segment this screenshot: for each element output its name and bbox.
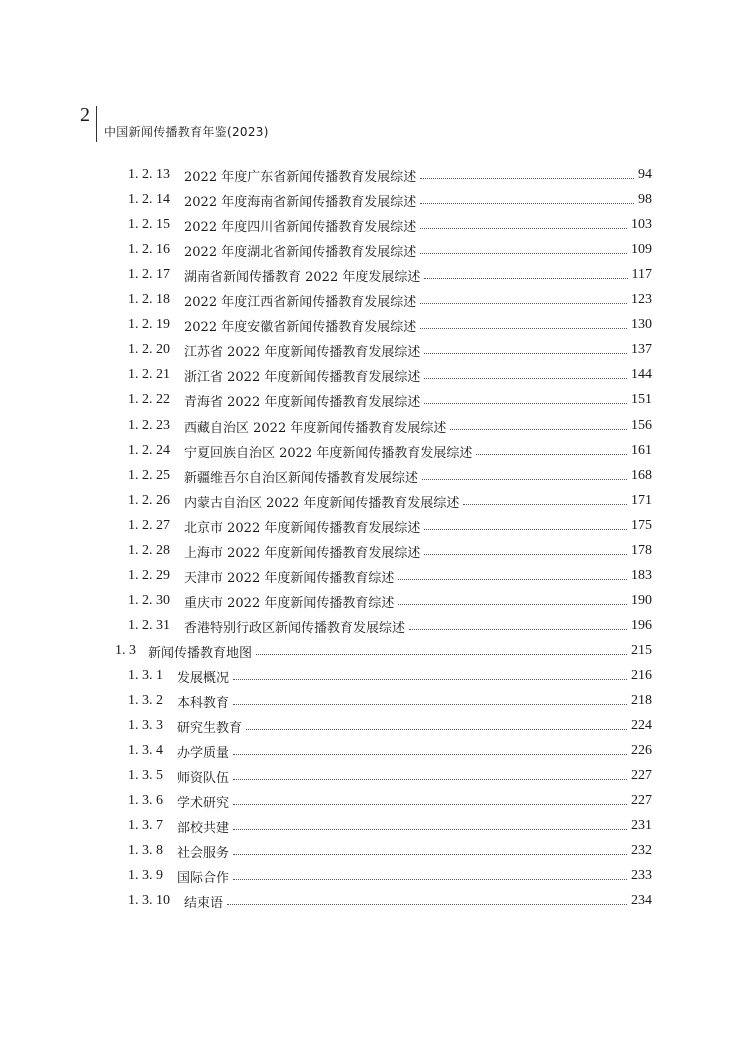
toc-entry-page: 168: [631, 468, 652, 483]
dot-leader: [233, 829, 627, 830]
toc-entry[interactable]: [128, 614, 652, 638]
dot-leader: [424, 554, 627, 555]
dot-leader: [420, 303, 627, 304]
toc-entry-page: 216: [631, 668, 652, 683]
toc-entry-title: 湖南省新闻传播教育 2022 年度发展综述: [184, 269, 421, 285]
toc-entry-title: 部校共建: [177, 820, 230, 836]
toc-entry[interactable]: [128, 464, 652, 488]
toc-entry-number: 1. 3. 1: [128, 668, 163, 683]
toc-entry-title: 重庆市 2022 年度新闻传播教育综述: [184, 595, 395, 611]
dot-leader: [463, 504, 627, 505]
toc-entry-number: 1. 2. 30: [128, 593, 170, 608]
dot-leader: [233, 879, 627, 880]
toc-entry-number: 1. 2. 25: [128, 468, 170, 483]
toc-entry-page: 227: [631, 768, 652, 783]
toc-entry-title: 本科教育: [177, 695, 230, 711]
dot-leader: [420, 203, 634, 204]
dot-leader: [424, 378, 627, 379]
toc-entry-title: 北京市 2022 年度新闻传播教育发展综述: [184, 520, 421, 536]
dot-leader: [420, 228, 627, 229]
toc-entry-title: 宁夏回族自治区 2022 年度新闻传播教育发展综述: [184, 445, 473, 461]
toc-entry-number: 1. 3. 8: [128, 843, 163, 858]
dot-leader: [420, 253, 627, 254]
toc-entry-page: 130: [631, 317, 652, 332]
toc-entry-number: 1. 2. 31: [128, 618, 170, 633]
toc-entry-title: 结束语: [184, 895, 224, 911]
toc-entry[interactable]: [128, 864, 652, 888]
toc-entry-page: 178: [631, 543, 652, 558]
toc-entry-number: 1. 2. 14: [128, 192, 170, 207]
toc-entry-page: 175: [631, 518, 652, 533]
toc-entry-title: 社会服务: [177, 845, 230, 861]
dot-leader: [424, 529, 627, 530]
toc-entry-title: 国际合作: [177, 870, 230, 886]
toc-entry-page: 233: [631, 868, 652, 883]
toc-entry-page: 190: [631, 593, 652, 608]
toc-entry[interactable]: [128, 188, 652, 212]
toc-entry-number: 1. 2. 22: [128, 392, 170, 407]
toc-entry-title: 青海省 2022 年度新闻传播教育发展综述: [184, 394, 421, 410]
toc-entry-page: 234: [631, 893, 652, 908]
toc-entry-page: 156: [631, 418, 652, 433]
toc-entry[interactable]: [128, 539, 652, 563]
toc-entry[interactable]: [128, 414, 652, 438]
toc-entry[interactable]: [128, 714, 652, 738]
dot-leader: [476, 454, 627, 455]
dot-leader: [233, 754, 627, 755]
toc-entry-title: 师资队伍: [177, 770, 230, 786]
toc-entry-page: 103: [631, 217, 652, 232]
toc-entry-page: 151: [631, 392, 652, 407]
toc-entry[interactable]: [128, 363, 652, 387]
toc-entry[interactable]: [128, 163, 652, 187]
toc-entry-number: 1. 3. 9: [128, 868, 163, 883]
toc-entry[interactable]: [128, 313, 652, 337]
toc-entry-title: 2022 年度广东省新闻传播教育发展综述: [184, 169, 417, 185]
toc-entry[interactable]: [128, 439, 652, 463]
toc-entry-number: 1. 2. 28: [128, 543, 170, 558]
toc-entry-page: 109: [631, 242, 652, 257]
toc-entry-page: 196: [631, 618, 652, 633]
dot-leader: [398, 604, 627, 605]
toc-entry-page: 218: [631, 693, 652, 708]
toc-entry-page: 137: [631, 342, 652, 357]
toc-entry[interactable]: [128, 814, 652, 838]
toc-entry-number: 1. 2. 18: [128, 292, 170, 307]
toc-entry-number: 1. 2. 21: [128, 367, 170, 382]
toc-entry-title: 2022 年度安徽省新闻传播教育发展综述: [184, 319, 417, 335]
dot-leader: [424, 403, 627, 404]
toc-entry-page: 98: [638, 192, 652, 207]
toc-entry-page: 231: [631, 818, 652, 833]
dot-leader: [246, 729, 627, 730]
toc-entry[interactable]: [128, 388, 652, 412]
toc-entry[interactable]: [128, 514, 652, 538]
dot-leader: [409, 629, 627, 630]
toc-entry-title: 新闻传播教育地图: [148, 645, 253, 661]
toc-entry[interactable]: [128, 689, 652, 713]
toc-entry-title: 办学质量: [177, 745, 230, 761]
toc-entry-page: 227: [631, 793, 652, 808]
dot-leader: [256, 654, 627, 655]
page-number: 2: [80, 104, 90, 126]
dot-leader: [233, 779, 627, 780]
toc-entry-page: 117: [631, 267, 652, 282]
toc-entry-number: 1. 2. 15: [128, 217, 170, 232]
toc-entry-page: 232: [631, 843, 652, 858]
toc-entry[interactable]: [128, 764, 652, 788]
toc-entry-number: 1. 2. 24: [128, 443, 170, 458]
toc-entry-title: 学术研究: [177, 795, 230, 811]
toc-entry-number: 1. 2. 17: [128, 267, 170, 282]
toc-entry-page: 215: [631, 643, 652, 658]
toc-entry-number: 1. 3. 3: [128, 718, 163, 733]
toc-entry[interactable]: [115, 639, 652, 663]
dot-leader: [227, 904, 627, 905]
dot-leader: [422, 479, 627, 480]
toc-entry-number: 1. 2. 23: [128, 418, 170, 433]
toc-entry[interactable]: [128, 789, 652, 813]
toc-entry[interactable]: [128, 263, 652, 287]
toc-entry-title: 发展概况: [177, 670, 230, 686]
dot-leader: [450, 429, 627, 430]
toc-entry-page: 224: [631, 718, 652, 733]
toc-entry-title: 2022 年度海南省新闻传播教育发展综述: [184, 194, 417, 210]
toc-entry-title: 上海市 2022 年度新闻传播教育发展综述: [184, 545, 421, 561]
dot-leader: [424, 353, 627, 354]
toc-entry[interactable]: [128, 839, 652, 863]
toc-entry-title: 2022 年度江西省新闻传播教育发展综述: [184, 294, 417, 310]
toc-entry-number: 1. 3. 7: [128, 818, 163, 833]
toc-entry[interactable]: [128, 589, 652, 613]
toc-entry-number: 1. 2. 20: [128, 342, 170, 357]
toc-entry-number: 1. 2. 16: [128, 242, 170, 257]
dot-leader: [233, 854, 627, 855]
running-title: 中国新闻传播教育年鉴(2023): [104, 125, 269, 139]
toc-entry-title: 内蒙古自治区 2022 年度新闻传播教育发展综述: [184, 495, 460, 511]
toc-entry[interactable]: [128, 213, 652, 237]
toc-entry-title: 西藏自治区 2022 年度新闻传播教育发展综述: [184, 420, 447, 436]
dot-leader: [424, 278, 627, 279]
toc-entry-number: 1. 2. 13: [128, 167, 170, 182]
dot-leader: [233, 704, 627, 705]
toc-entry-page: 226: [631, 743, 652, 758]
toc-entry-number: 1. 3. 4: [128, 743, 163, 758]
toc-entry[interactable]: [128, 489, 652, 513]
toc-entry-number: 1. 2. 19: [128, 317, 170, 332]
toc-entry[interactable]: [128, 238, 652, 262]
toc-entry-page: 171: [631, 493, 652, 508]
toc-entry-title: 江苏省 2022 年度新闻传播教育发展综述: [184, 344, 421, 360]
toc-entry-number: 1. 2. 26: [128, 493, 170, 508]
toc-entry-title: 2022 年度湖北省新闻传播教育发展综述: [184, 244, 417, 260]
toc-entry[interactable]: [128, 564, 652, 588]
toc-entry-page: 183: [631, 568, 652, 583]
toc-entry-number: 1. 3. 10: [128, 893, 170, 908]
dot-leader: [233, 804, 627, 805]
dot-leader: [420, 328, 627, 329]
toc-entry[interactable]: [128, 288, 652, 312]
toc-entry-title: 研究生教育: [177, 720, 243, 736]
dot-leader: [233, 679, 627, 680]
toc-entry[interactable]: [128, 889, 652, 913]
toc-entry-title: 2022 年度四川省新闻传播教育发展综述: [184, 219, 417, 235]
toc-entry-number: 1. 3. 5: [128, 768, 163, 783]
toc-entry-page: 144: [631, 367, 652, 382]
toc-entry-number: 1. 2. 29: [128, 568, 170, 583]
dot-leader: [398, 579, 627, 580]
dot-leader: [420, 178, 634, 179]
header-divider: [96, 106, 97, 142]
toc-entry-title: 浙江省 2022 年度新闻传播教育发展综述: [184, 369, 421, 385]
running-header: [80, 104, 269, 142]
toc-entry-title: 新疆维吾尔自治区新闻传播教育发展综述: [184, 470, 419, 486]
toc-entry-number: 1. 3: [115, 643, 136, 658]
toc-entry[interactable]: [128, 338, 652, 362]
toc-entry-page: 94: [638, 167, 652, 182]
toc-entry[interactable]: [128, 739, 652, 763]
toc-entry-title: 天津市 2022 年度新闻传播教育综述: [184, 570, 395, 586]
toc-entry-number: 1. 3. 6: [128, 793, 163, 808]
toc-entry-title: 香港特别行政区新闻传播教育发展综述: [184, 620, 406, 636]
toc-entry-number: 1. 2. 27: [128, 518, 170, 533]
toc-entry-page: 123: [631, 292, 652, 307]
toc-entry-number: 1. 3. 2: [128, 693, 163, 708]
toc-entry-page: 161: [631, 443, 652, 458]
toc-entry[interactable]: [128, 664, 652, 688]
